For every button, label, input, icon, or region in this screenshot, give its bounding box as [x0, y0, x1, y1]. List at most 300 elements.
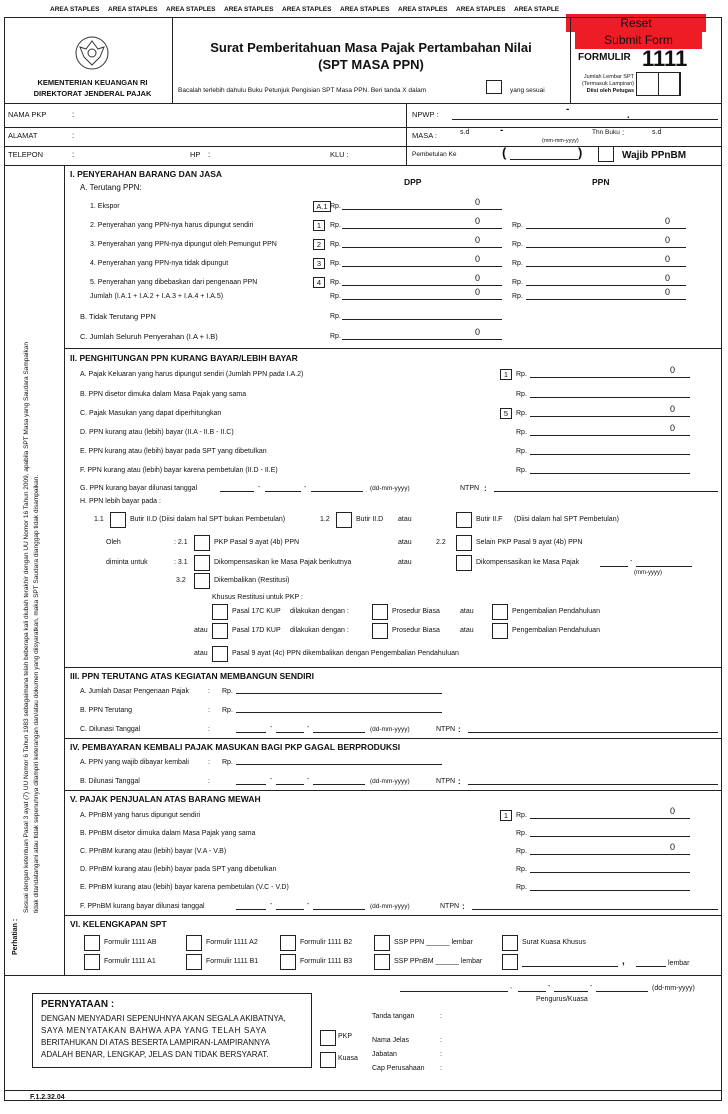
- reset-button[interactable]: Reset: [566, 14, 706, 32]
- s2-row-label: B. PPN disetor dimuka dalam Masa Pajak yang sama: [80, 391, 247, 398]
- c31b-sep: -: [630, 558, 633, 565]
- s1-c-label: C. Jumlah Seluruh Penyerahan (I.A + I.B): [80, 332, 218, 341]
- s5-f-yyyy[interactable]: [313, 901, 365, 910]
- masa-dash: -: [500, 125, 504, 136]
- k3-text: Pasal 9 ayat (4c) PPN dikembalikan dengan Pengembalian Pendahuluan: [232, 650, 459, 657]
- kelengkapan-1111b3-checkbox[interactable]: [280, 954, 296, 970]
- h12-f-note: (Diisi dalam hal SPT Pembetulan): [514, 516, 619, 523]
- s1-c-rp: Rp.: [330, 333, 341, 340]
- hp-label: HP: [190, 150, 201, 159]
- c31-label: : 3.1: [174, 559, 188, 566]
- s2-row-value: 0: [670, 404, 676, 414]
- pernyataan-line-1: DENGAN MENYADARI SEPENUHNYA AKAN SEGALA AKIBATNYA,: [41, 1014, 286, 1023]
- s4-b-colon: :: [208, 778, 210, 785]
- s2-row-rp: Rp.: [516, 410, 527, 417]
- s5-f-sep: -: [307, 901, 310, 908]
- s5-f-format: (dd-mm-yyyy): [370, 903, 410, 910]
- s2-row-label: F. PPN kurang atau (lebih) bayar karena pembetulan (II.D - II.E): [80, 467, 278, 474]
- s4-b-ntpn-colon: :: [458, 777, 461, 786]
- directorate-name: DIREKTORAT JENDERAL PAJAK: [33, 89, 152, 98]
- pkp-label: PKP: [338, 1033, 353, 1040]
- staples-label: AREA STAPLES: [166, 6, 216, 13]
- section-3-title: III. PPN TERUTANG ATAS KEGIATAN MEMBANGUN SENDIRI: [70, 671, 314, 681]
- s2-row-value: 0: [670, 423, 676, 433]
- kelengkapan-ssp-ppn-checkbox[interactable]: [374, 935, 390, 951]
- s5-row-field[interactable]: [530, 844, 690, 855]
- s1-jumlah-label: Jumlah (I.A.1 + I.A.2 + I.A.3 + I.A.4 + I.A.5): [90, 293, 224, 300]
- s1-row-dpp-value: 0: [475, 235, 481, 245]
- s5-f-mm[interactable]: [276, 901, 304, 910]
- s2-g-mm[interactable]: [265, 483, 301, 492]
- s2-row-field[interactable]: [530, 463, 690, 474]
- k2-checkbox[interactable]: [212, 623, 228, 639]
- khusus-label: Khusus Restitusi untuk PKP :: [212, 594, 303, 601]
- kelengkapan-1111b3-label: Formulir 1111 B3: [300, 958, 353, 965]
- pembetulan-label: Pembetulan Ke: [412, 151, 457, 158]
- h12-label: 1.2: [320, 516, 330, 523]
- side-note-line-2: tidak ditandatangani atau tidak sepenuhnya dilampiri keterangan dan/atau dokumen yang diisyaratkan, maka SPT Saudara dianggap tidak disampaikan.: [33, 474, 40, 913]
- c22-label: 2.2: [436, 539, 446, 546]
- c22-checkbox[interactable]: [456, 535, 472, 551]
- lembar-label-2: (Termasuk Lampiran): [582, 81, 634, 87]
- c21-text: PKP Pasal 9 ayat (4b) PPN: [214, 539, 300, 546]
- kelengkapan-lainnya-checkbox[interactable]: [502, 954, 518, 970]
- s1-row-label: 4. Penyerahan yang PPN-nya tidak dipungut: [90, 260, 229, 267]
- s3-c-ntpn-field[interactable]: [468, 724, 718, 733]
- submit-button[interactable]: Submit Form: [575, 32, 702, 49]
- wajib-ppnbm-label: Wajib PPnBM: [622, 150, 687, 161]
- s5-row-field[interactable]: [530, 862, 690, 873]
- s1-row-label: 5. Penyerahan yang dibebaskan dari pengenaan PPN: [90, 279, 258, 286]
- ppn-header: PPN: [592, 177, 610, 187]
- s1-row-ppn-field[interactable]: [526, 237, 686, 248]
- s2-row-rp: Rp.: [516, 448, 527, 455]
- npwp-label: NPWP :: [412, 110, 439, 119]
- klu-label: KLU :: [330, 150, 349, 159]
- thn-buku-sd: s.d: [652, 129, 662, 136]
- form-title: Surat Pemberitahuan Masa Pajak Pertambahan Nilai: [210, 40, 532, 55]
- kelengkapan-1111a2-checkbox[interactable]: [186, 935, 202, 951]
- c31-checkbox[interactable]: [194, 555, 210, 571]
- s2-g-dd[interactable]: [220, 483, 254, 492]
- s5-row-code: 1: [500, 810, 512, 821]
- s2-g-ntpn-colon: :: [484, 484, 487, 493]
- cap-perusahaan-label: Cap Perusahaan: [372, 1065, 425, 1072]
- alamat-colon: :: [72, 131, 75, 140]
- pembetulan-paren-open: (: [502, 145, 507, 160]
- s2-g-sep: -: [304, 484, 307, 491]
- h12-checkbox[interactable]: [336, 512, 352, 528]
- h12-text: Butir II.D: [356, 516, 384, 523]
- section-1-title: I. PENYERAHAN BARANG DAN JASA: [70, 169, 223, 179]
- s4-b-ntpn-field[interactable]: [468, 776, 718, 785]
- kelengkapan-1111b1-label: Formulir 1111 B1: [206, 958, 259, 965]
- s3-b-colon: :: [208, 707, 210, 714]
- s3-a-field[interactable]: [236, 685, 442, 694]
- diminta-label: diminta untuk: [106, 559, 148, 566]
- kelengkapan-lainnya-field[interactable]: [522, 958, 618, 967]
- sign-sep: -: [590, 983, 593, 990]
- s3-c-sep: -: [270, 724, 273, 731]
- kelengkapan-1111b1-checkbox[interactable]: [186, 954, 202, 970]
- sign-yyyy[interactable]: [596, 983, 648, 992]
- pengurus-label: Pengurus/Kuasa: [536, 996, 588, 1003]
- s2-row-rp: Rp.: [516, 391, 527, 398]
- pembetulan-paren-close: ): [578, 145, 583, 160]
- c31b-format: (mm-yyyy): [634, 570, 662, 576]
- h12-atau: atau: [398, 516, 412, 523]
- s3-c-ntpn-label: NTPN: [436, 726, 456, 733]
- s1-row-dpp-rp: Rp.: [330, 203, 341, 210]
- s3-c-format: (dd-mm-yyyy): [370, 726, 410, 733]
- s5-f-ntpn-colon: :: [462, 902, 465, 911]
- s1-row-label: 1. Ekspor: [90, 203, 120, 210]
- s3-c-label: C. Dilunasi Tanggal: [80, 726, 141, 733]
- s5-f-label: F. PPnBM kurang bayar dilunasi tanggal: [80, 903, 205, 910]
- staples-label: AREA STAPLES: [398, 6, 448, 13]
- kelengkapan-lainnya-lembar: lembar: [668, 960, 690, 967]
- s5-row-field[interactable]: [530, 880, 690, 891]
- jabatan-colon: :: [440, 1051, 442, 1058]
- hp-colon: :: [208, 150, 211, 159]
- s2-g-label: G. PPN kurang bayar dilunasi tanggal: [80, 485, 198, 492]
- s1-row-dpp-value: 0: [475, 254, 481, 264]
- s1-jumlah-rp: Rp.: [330, 293, 341, 300]
- s2-row-rp: Rp.: [516, 371, 527, 378]
- s1-row-ppn-field[interactable]: [526, 218, 686, 229]
- s4-a-rp: Rp.: [222, 759, 233, 766]
- s5-row-field[interactable]: [530, 826, 690, 837]
- tanda-tangan-label: Tanda tangan: [372, 1013, 415, 1020]
- masa-label: MASA :: [412, 131, 438, 140]
- jabatan-label: Jabatan: [372, 1051, 397, 1058]
- s3-a-label: A. Jumlah Dasar Pengenaan Pajak: [80, 688, 189, 695]
- tanda-tangan-colon: :: [440, 1013, 442, 1020]
- kelengkapan-1111ab-checkbox[interactable]: [84, 935, 100, 951]
- s1-row-code: 2: [313, 239, 325, 250]
- staples-label: AREA STAPLES: [282, 6, 332, 13]
- s1-row-label: 2. Penyerahan yang PPN-nya harus dipungut sendiri: [90, 222, 254, 229]
- s5-row-field[interactable]: [530, 808, 690, 819]
- h12-f-text: Butir II.F: [476, 516, 503, 523]
- nama-jelas-colon: :: [440, 1037, 442, 1044]
- s5-f-dd[interactable]: [236, 901, 266, 910]
- h11-checkbox[interactable]: [110, 512, 126, 528]
- dpp-header: DPP: [404, 177, 422, 187]
- thn-buku-label: Thn Buku: [592, 129, 620, 136]
- form-subtitle: (SPT MASA PPN): [318, 57, 424, 72]
- h12-f-checkbox[interactable]: [456, 512, 472, 528]
- form-number: 1111: [642, 46, 688, 71]
- s2-row-code: 1: [500, 369, 512, 380]
- kelengkapan-ssp-ppnbm-label: SSP PPnBM ______ lembar: [394, 958, 483, 965]
- s1-row-dpp-rp: Rp.: [330, 260, 341, 267]
- s3-c-mm[interactable]: [276, 724, 304, 733]
- formulir-label: FORMULIR: [578, 52, 631, 63]
- section-6-title: VI. KELENGKAPAN SPT: [70, 919, 167, 929]
- k3-checkbox[interactable]: [212, 646, 228, 662]
- s2-row-field[interactable]: [530, 406, 690, 417]
- c31b-checkbox[interactable]: [456, 555, 472, 571]
- s1-row-ppn-value: 0: [665, 235, 671, 245]
- npwp-dot: .: [627, 110, 630, 121]
- pembetulan-field[interactable]: [510, 148, 578, 160]
- s2-row-label: D. PPN kurang atau (lebih) bayar (II.A - II.B - II.C): [80, 429, 234, 436]
- s5-row-label: C. PPnBM kurang atau (lebih) bayar (V.A - V.B): [80, 848, 227, 855]
- s1-row-dpp-rp: Rp.: [330, 222, 341, 229]
- pkp-checkbox[interactable]: [320, 1030, 336, 1046]
- s3-b-rp: Rp.: [222, 707, 233, 714]
- s1-row-ppn-rp: Rp.: [512, 279, 523, 286]
- s1-jumlah-ppn-rp: Rp.: [512, 293, 523, 300]
- npwp-field[interactable]: [452, 106, 718, 120]
- s4-b-sep: -: [307, 776, 310, 783]
- s5-row-rp: Rp.: [516, 884, 527, 891]
- staples-label: AREA STAPLES: [224, 6, 274, 13]
- s1-c-value: 0: [475, 327, 481, 337]
- instruction-text-end: yang sesuai: [510, 87, 545, 94]
- s2-row-rp: Rp.: [516, 429, 527, 436]
- s3-c-ntpn-colon: :: [458, 725, 461, 734]
- s1-b-rp: Rp.: [330, 313, 341, 320]
- s4-b-format: (dd-mm-yyyy): [370, 778, 410, 785]
- c32-text: Dikembalikan (Restitusi): [214, 577, 290, 584]
- s3-c-dd[interactable]: [236, 724, 266, 733]
- kelengkapan-1111b2-label: Formulir 1111 B2: [300, 939, 353, 946]
- s5-row-label: E. PPnBM kurang atau (lebih) bayar karena pembetulan (V.C - V.D): [80, 884, 289, 891]
- alamat-label: ALAMAT: [8, 131, 38, 140]
- k2-prosedur-checkbox[interactable]: [372, 623, 388, 639]
- telepon-label: TELEPON: [8, 150, 44, 159]
- s1-b-label: B. Tidak Terutang PPN: [80, 312, 156, 321]
- h11-text: Butir II.D (Diisi dalam hal SPT bukan Pembetulan): [130, 516, 286, 523]
- s3-a-colon: :: [208, 688, 210, 695]
- form-code: F.1.2.32.04: [30, 1094, 65, 1101]
- nama-pkp-colon: :: [72, 110, 75, 119]
- k1-checkbox[interactable]: [212, 604, 228, 620]
- s1-row-dpp-rp: Rp.: [330, 241, 341, 248]
- sign-dd[interactable]: [518, 983, 546, 992]
- k2-prosedur-text: Prosedur Biasa: [392, 627, 440, 634]
- k1-atau: atau: [460, 608, 474, 615]
- s1-row-ppn-field[interactable]: [526, 275, 686, 286]
- s4-a-field[interactable]: [236, 756, 442, 765]
- s5-row-label: A. PPnBM yang harus dipungut sendiri: [80, 812, 201, 819]
- staples-label: AREA STAPLES: [108, 6, 158, 13]
- staples-label: AREA STAPLES: [456, 6, 506, 13]
- s4-b-label: B. Dilunasi Tanggal: [80, 778, 140, 785]
- section-4-title: IV. PEMBAYARAN KEMBALI PAJAK MASUKAN BAGI PKP GAGAL BERPRODUKSI: [70, 742, 401, 752]
- s5-row-rp: Rp.: [516, 866, 527, 873]
- kelengkapan-1111ab-label: Formulir 1111 AB: [104, 939, 157, 946]
- c31-text: Dikompensasikan ke Masa Pajak berikutnya: [214, 559, 352, 566]
- section-5-title: V. PAJAK PENJUALAN ATAS BARANG MEWAH: [70, 794, 261, 804]
- pernyataan-title: PERNYATAAN :: [41, 999, 115, 1010]
- s1-row-code: A.1: [313, 201, 331, 212]
- c21-label: : 2.1: [174, 539, 188, 546]
- s5-row-rp: Rp.: [516, 812, 527, 819]
- s2-row-field[interactable]: [530, 425, 690, 436]
- kelengkapan-1111a1-label: Formulir 1111 A1: [104, 958, 156, 965]
- s1-row-ppn-rp: Rp.: [512, 241, 523, 248]
- s1-row-label: 3. Penyerahan yang PPN-nya dipungut oleh Pemungut PPN: [90, 241, 277, 248]
- kelengkapan-1111b2-checkbox[interactable]: [280, 935, 296, 951]
- s2-row-value: 0: [670, 365, 676, 375]
- lembar-label-3: Diisi oleh Petugas: [586, 88, 634, 94]
- c21-atau: atau: [398, 539, 412, 546]
- ministry-name: KEMENTERIAN KEUANGAN RI: [37, 78, 148, 87]
- c31b-mm[interactable]: [600, 558, 628, 567]
- s1-row-code: 1: [313, 220, 325, 231]
- h11-label: 1.1: [94, 516, 104, 523]
- s1-row-dpp-value: 0: [475, 197, 481, 207]
- s4-b-mm[interactable]: [276, 776, 304, 785]
- kelengkapan-ssp-ppnbm-checkbox[interactable]: [374, 954, 390, 970]
- k1-dilakukan: dilakukan dengan :: [290, 608, 349, 615]
- s1-jumlah-ppn-field[interactable]: [526, 289, 686, 300]
- s4-b-sep: -: [270, 776, 273, 783]
- kelengkapan-ssp-ppn-label: SSP PPN ______ lembar: [394, 939, 473, 946]
- s4-b-yyyy[interactable]: [313, 776, 365, 785]
- s5-row-rp: Rp.: [516, 848, 527, 855]
- kuasa-checkbox[interactable]: [320, 1052, 336, 1068]
- side-note-title: Perhatian :: [12, 918, 19, 955]
- s3-c-sep: -: [307, 724, 310, 731]
- k1-pengembalian-text: Pengembalian Pendahuluan: [512, 608, 600, 615]
- pernyataan-line-3: BERITAHUKAN DI ATAS BESERTA LAMPIRAN-LAMPIRANNYA: [41, 1038, 270, 1047]
- c22-text: Selain PKP Pasal 9 ayat (4b) PPN: [476, 539, 583, 546]
- k3-atau: atau: [194, 650, 208, 657]
- s5-row-label: B. PPnBM disetor dimuka dalam Masa Pajak yang sama: [80, 830, 256, 837]
- s2-row-label: E. PPN kurang atau (lebih) bayar pada SPT yang dibetulkan: [80, 448, 267, 455]
- wajib-ppnbm-checkbox[interactable]: [598, 146, 614, 162]
- instruction-sample-box: [486, 80, 502, 94]
- nama-jelas-label: Nama Jelas: [372, 1037, 409, 1044]
- c31b-yyyy[interactable]: [636, 558, 692, 567]
- kelengkapan-surat-kuasa-label: Surat Kuasa Khusus: [522, 939, 586, 946]
- k2-pengembalian-text: Pengembalian Pendahuluan: [512, 627, 600, 634]
- pernyataan-box: [32, 993, 312, 1068]
- kelengkapan-lainnya-comma: ,: [622, 956, 625, 967]
- s1-jumlah-ppn-value: 0: [665, 287, 671, 297]
- s4-a-label: A. PPN yang wajib dibayar kembali: [80, 759, 189, 766]
- garuda-logo-icon: [74, 35, 110, 71]
- s3-c-yyyy[interactable]: [313, 724, 365, 733]
- side-note-line-1: Sesuai dengan ketentuan Pasal 3 ayat (7) UU Nomor 6 Tahun 1983 sebagaimana telah beberapa kali diubah terakhir dengan UU Nomor 16 Tahun 2009, apabila SPT Masa yang Saudara Sampaikan: [23, 342, 30, 913]
- sign-mm[interactable]: [554, 983, 588, 992]
- sign-sep: -: [548, 983, 551, 990]
- s1-row-dpp-rp: Rp.: [330, 279, 341, 286]
- oleh-label: Oleh: [106, 539, 121, 546]
- s2-g-sep: -: [258, 484, 261, 491]
- section-2-title: II. PENGHITUNGAN PPN KURANG BAYAR/LEBIH BAYAR: [70, 353, 298, 363]
- nama-pkp-label: NAMA PKP: [8, 110, 47, 119]
- cap-perusahaan-colon: :: [440, 1065, 442, 1072]
- s2-row-field[interactable]: [530, 444, 690, 455]
- c32-checkbox[interactable]: [194, 573, 210, 589]
- instruction-text: Bacalah terlebih dahulu Buku Petunjuk Pengisian SPT Masa PPN. Beri tanda X dalam: [178, 87, 427, 94]
- s5-f-ntpn-label: NTPN: [440, 903, 460, 910]
- s1-row-ppn-value: 0: [665, 273, 671, 283]
- s1-b-field[interactable]: [342, 309, 502, 320]
- k1-prosedur-checkbox[interactable]: [372, 604, 388, 620]
- k1-text: Pasal 17C KUP: [232, 608, 281, 615]
- s2-row-field[interactable]: [530, 387, 690, 398]
- staples-label: AREA STAPLES: [50, 6, 100, 13]
- s4-b-dd[interactable]: [236, 776, 266, 785]
- s2-g-ntpn-label: NTPN: [460, 485, 480, 492]
- c32-label: 3.2: [176, 577, 186, 584]
- staples-label: AREA STAPLES: [340, 6, 390, 13]
- pernyataan-line-4: ADALAH BENAR, LENGKAP, JELAS DAN TIDAK BERSYARAT.: [41, 1050, 269, 1059]
- s5-row-rp: Rp.: [516, 830, 527, 837]
- s5-f-ntpn-field[interactable]: [472, 901, 718, 910]
- k2-pengembalian-checkbox[interactable]: [492, 623, 508, 639]
- k1-pengembalian-checkbox[interactable]: [492, 604, 508, 620]
- kuasa-label: Kuasa: [338, 1055, 358, 1062]
- k2-text: Pasal 17D KUP: [232, 627, 281, 634]
- s2-g-ntpn-field[interactable]: [494, 483, 718, 492]
- s5-f-sep: -: [270, 901, 273, 908]
- kelengkapan-lainnya-count[interactable]: [636, 958, 666, 967]
- s1-row-ppn-rp: Rp.: [512, 222, 523, 229]
- s1-jumlah-dpp-value: 0: [475, 287, 481, 297]
- staples-label: AREA STAPLE: [514, 6, 560, 13]
- sign-comma: ,: [510, 983, 512, 990]
- c21-checkbox[interactable]: [194, 535, 210, 551]
- sign-place-field[interactable]: [400, 983, 508, 992]
- s3-b-label: B. PPN Terutang: [80, 707, 133, 714]
- masa-format: (mm-mm-yyyy): [542, 138, 579, 144]
- s1-row-dpp-value: 0: [475, 216, 481, 226]
- k2-atau: atau: [194, 627, 208, 634]
- s2-row-label: C. Pajak Masukan yang dapat diperhitungkan: [80, 410, 222, 417]
- s1-row-ppn-field[interactable]: [526, 256, 686, 267]
- s3-c-colon: :: [208, 726, 210, 733]
- c31-atau: atau: [398, 559, 412, 566]
- telepon-colon: :: [72, 150, 75, 159]
- top-staples-strip: [50, 6, 570, 16]
- s1-a-label: A. Terutang PPN:: [80, 183, 142, 192]
- kelengkapan-1111a2-label: Formulir 1111 A2: [206, 939, 258, 946]
- s5-row-value: 0: [670, 842, 676, 852]
- s2-row-rp: Rp.: [516, 467, 527, 474]
- pernyataan-line-2: SAYA MENYATAKAN BAHWA APA YANG TELAH SAYA: [41, 1026, 267, 1035]
- s1-row-ppn-value: 0: [665, 254, 671, 264]
- s2-row-label: A. Pajak Keluaran yang harus dipungut sendiri (Jumlah PPN pada I.A.2): [80, 371, 304, 378]
- s2-row-field[interactable]: [530, 367, 690, 378]
- s1-row-ppn-value: 0: [665, 216, 671, 226]
- s2-g-yyyy[interactable]: [311, 483, 363, 492]
- s3-b-field[interactable]: [236, 704, 442, 713]
- s4-a-colon: :: [208, 759, 210, 766]
- kelengkapan-1111a1-checkbox[interactable]: [84, 954, 100, 970]
- masa-sd: s.d: [460, 129, 470, 136]
- sign-date-format: (dd-mm-yyyy): [652, 985, 695, 992]
- s2-h-label: H. PPN lebih bayar pada :: [80, 498, 161, 505]
- lembar-label-1: Jumlah Lembar SPT: [583, 74, 634, 80]
- k1-prosedur-text: Prosedur Biasa: [392, 608, 440, 615]
- npwp-dash: -: [566, 104, 570, 115]
- s2-row-code: 5: [500, 408, 512, 419]
- s1-row-dpp-value: 0: [475, 273, 481, 283]
- s5-row-label: D. PPnBM kurang atau (lebih) bayar pada SPT yang dibetulkan: [80, 866, 277, 873]
- thn-buku-colon: :: [622, 128, 625, 137]
- s1-row-code: 4: [313, 277, 325, 288]
- s3-a-rp: Rp.: [222, 688, 233, 695]
- k2-dilakukan: dilakukan dengan :: [290, 627, 349, 634]
- kelengkapan-surat-kuasa-checkbox[interactable]: [502, 935, 518, 951]
